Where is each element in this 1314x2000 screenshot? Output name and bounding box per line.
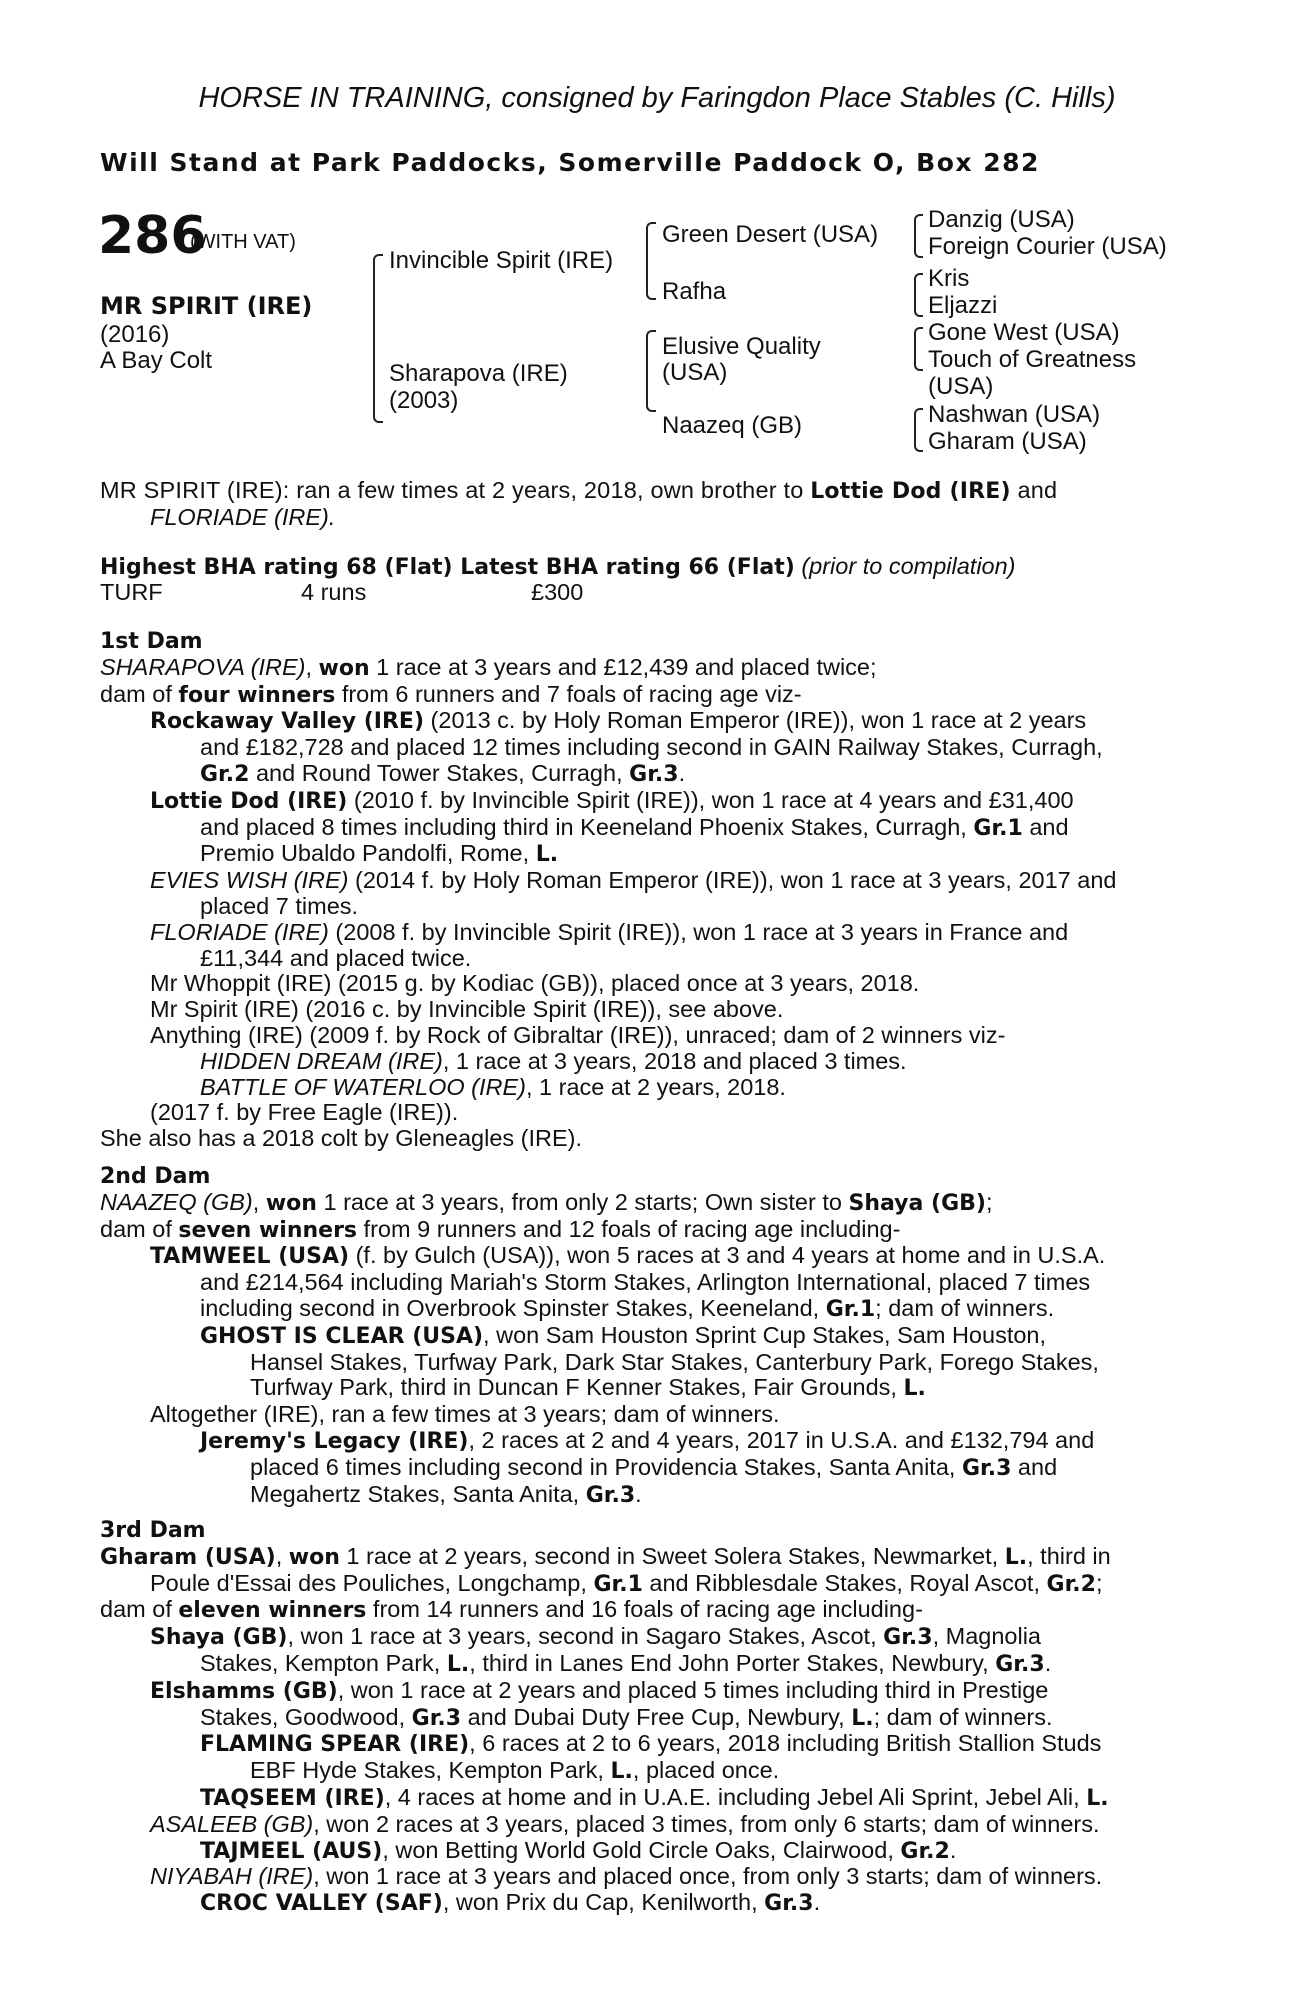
rating-text: Highest BHA rating 68 (Flat) Latest BHA rating 66 (Flat) xyxy=(100,555,795,580)
grade: L. xyxy=(610,1759,633,1785)
text: , 1 race at 3 years, 2018 and placed 3 times. xyxy=(442,1047,907,1074)
progeny-line: and £182,728 and placed 12 times including second in GAIN Railway Stakes, Curragh, xyxy=(200,734,1103,761)
progeny-line xyxy=(100,1455,1210,1482)
grade: Gr.2 xyxy=(900,1838,950,1864)
text: from 14 runners and 16 foals of racing age including- xyxy=(366,1596,923,1623)
progeny-line xyxy=(100,1375,1210,1402)
text: including second in Overbrook Spinster Stakes, Keeneland, xyxy=(200,1294,826,1321)
progeny-name: CROC VALLEY (SAF) xyxy=(200,1891,443,1917)
grade: Gr.1 xyxy=(973,815,1023,841)
pedigree-dsd: Touch of Greatness xyxy=(928,346,1137,373)
progeny-name: Elshamms (GB) xyxy=(150,1678,338,1704)
dam-line xyxy=(100,1544,1210,1571)
text: from 9 runners and 12 foals of racing age including- xyxy=(357,1215,901,1242)
grade: Gr.3 xyxy=(585,1482,636,1508)
vat-label: (WITH VAT) xyxy=(190,231,296,253)
progeny-line xyxy=(100,1812,1210,1838)
text: and Round Tower Stakes, Curragh, xyxy=(249,759,630,786)
text: and xyxy=(1011,1453,1058,1480)
dam-line xyxy=(100,682,1210,709)
won-label: won xyxy=(265,1190,317,1216)
won-label: won xyxy=(288,1544,340,1570)
progeny-name: TAJMEEL (AUS) xyxy=(200,1838,383,1864)
progeny-line xyxy=(100,708,1210,735)
earnings: £300 xyxy=(531,579,584,605)
progeny-name: Lottie Dod (IRE) xyxy=(150,788,348,814)
surface-label: TURF xyxy=(100,579,163,605)
progeny-name: GHOST IS CLEAR (USA) xyxy=(200,1323,484,1349)
progeny-name: FLORIADE (IRE) xyxy=(150,918,329,945)
winners-count: seven winners xyxy=(178,1217,358,1243)
text: and placed 8 times including third in Keeneland Phoenix Stakes, Curragh, xyxy=(200,813,974,840)
progeny-line xyxy=(100,1731,1210,1758)
text: , won Sam Houston Sprint Cup Stakes, Sam Houston, xyxy=(483,1321,1047,1348)
sibling-name: Lottie Dod (IRE) xyxy=(810,479,1011,504)
section-title: 1st Dam xyxy=(100,629,203,654)
pedigree-brace xyxy=(914,214,923,258)
text: ; xyxy=(1095,1569,1103,1596)
progeny-line xyxy=(100,1323,1210,1350)
progeny-line xyxy=(100,1758,1210,1785)
text: dam of xyxy=(100,680,179,707)
progeny-name: HIDDEN DREAM (IRE) xyxy=(200,1047,443,1074)
pedigree-dam-sire: Elusive Quality xyxy=(662,333,821,360)
progeny-line: placed 7 times. xyxy=(200,892,359,919)
pedigree-dam-sire-origin: (USA) xyxy=(662,359,728,386)
rating-note: (prior to compilation) xyxy=(794,553,1016,579)
runs-count: 4 runs xyxy=(301,579,367,605)
stand-location: Will Stand at Park Paddocks, Somerville Paddock O, Box 282 xyxy=(100,148,1040,177)
text: 1 race at 2 years, second in Sweet Solera Stakes, Newmarket, xyxy=(339,1542,1005,1569)
text: (2008 f. by Invincible Spirit (IRE)), won 1 race at 3 years in France and xyxy=(328,918,1069,945)
grade: Gr.3 xyxy=(995,1651,1045,1677)
pedigree-dsd-origin: (USA) xyxy=(928,373,994,400)
text: . xyxy=(813,1889,821,1916)
progeny-line xyxy=(100,1705,1210,1732)
intro-line xyxy=(100,478,1210,505)
progeny-line xyxy=(100,868,1210,894)
pedigree-sire: Invincible Spirit (IRE) xyxy=(389,247,614,274)
dam-name: Gharam (USA) xyxy=(100,1544,276,1570)
lot-number: 286 xyxy=(98,206,207,266)
text: dam of xyxy=(100,1215,179,1242)
progeny-line: She also has a 2018 colt by Gleneagles (IRE). xyxy=(100,1125,583,1152)
progeny-line xyxy=(100,1296,1210,1323)
pedigree-brace xyxy=(914,273,923,317)
horse-year: (2016) xyxy=(100,321,170,348)
progeny-name: NIYABAH (IRE) xyxy=(150,1863,314,1890)
progeny-line xyxy=(100,1624,1210,1651)
text: , won 1 race at 3 years, second in Sagaro Stakes, Ascot, xyxy=(287,1623,884,1650)
text: ; dam of winners. xyxy=(873,1703,1053,1730)
progeny-line xyxy=(100,1651,1210,1678)
text: (f. by Gulch (USA)), won 5 races at 3 and 4 years at home and in U.S.A. xyxy=(349,1242,1106,1269)
progeny-name: Jeremy's Legacy (IRE) xyxy=(200,1428,469,1454)
text: , xyxy=(252,1188,266,1215)
pedigree-brace xyxy=(914,408,923,452)
progeny-line xyxy=(100,1482,1210,1509)
text: , third in Lanes End John Porter Stakes, Newbury, xyxy=(469,1649,996,1676)
pedigree-ssd: Foreign Courier (USA) xyxy=(928,233,1167,260)
text: , 6 races at 2 to 6 years, 2018 including British Stallion Studs xyxy=(469,1730,1102,1757)
section-title: 2nd Dam xyxy=(100,1164,211,1189)
won-label: won xyxy=(318,655,370,681)
progeny-line xyxy=(100,1428,1210,1455)
rating-block xyxy=(100,554,1210,581)
text: , 1 race at 2 years, 2018. xyxy=(526,1073,786,1100)
text: Premio Ubaldo Pandolfi, Rome, xyxy=(200,840,536,867)
grade: Gr.2 xyxy=(1046,1571,1096,1597)
progeny-name: TAQSEEM (IRE) xyxy=(200,1785,385,1811)
intro-paragraph xyxy=(100,478,1210,531)
pedigree-sire-dam: Rafha xyxy=(662,278,727,305)
progeny-line xyxy=(100,1243,1210,1270)
dam-line xyxy=(100,1217,1210,1244)
progeny-line: Anything (IRE) (2009 f. by Rock of Gibraltar (IRE)), unraced; dam of 2 winners viz- xyxy=(150,1021,1006,1048)
pedigree-sds: Kris xyxy=(928,265,970,292)
first-dam-section xyxy=(100,629,1210,1152)
text: and xyxy=(1022,813,1069,840)
text: EBF Hyde Stakes, Kempton Park, xyxy=(250,1757,611,1784)
pedigree-dam-dam: Naazeq (GB) xyxy=(662,412,803,439)
progeny-name: BATTLE OF WATERLOO (IRE) xyxy=(200,1073,526,1100)
dam-name: NAAZEQ (GB) xyxy=(100,1188,253,1215)
text: 1 race at 3 years and £12,439 and placed twice; xyxy=(369,653,877,680)
progeny-line xyxy=(100,1890,1210,1917)
pedigree-brace xyxy=(646,222,656,300)
progeny-line xyxy=(100,1785,1210,1812)
text: , xyxy=(305,653,319,680)
progeny-line xyxy=(100,1864,1210,1890)
text: , 2 races at 2 and 4 years, 2017 in U.S.A. and £132,794 and xyxy=(468,1426,1095,1453)
text: Poule d'Essai des Pouliches, Longchamp, xyxy=(150,1569,594,1596)
horse-description: A Bay Colt xyxy=(100,347,213,374)
progeny-line: and £214,564 including Mariah's Storm Stakes, Arlington International, placed 7 times xyxy=(200,1269,1091,1296)
pedigree-dam: Sharapova (IRE) xyxy=(389,360,568,387)
grade: L. xyxy=(1086,1785,1109,1811)
dam-line xyxy=(100,1571,1210,1598)
progeny-name: ASALEEB (GB) xyxy=(150,1810,314,1837)
progeny-line xyxy=(100,841,1210,868)
second-dam-section xyxy=(100,1164,1210,1508)
winners-count: four winners xyxy=(178,682,336,708)
progeny-line: Mr Whoppit (IRE) (2015 g. by Kodiac (GB)), placed once at 3 years, 2018. xyxy=(150,970,920,997)
grade: Gr.3 xyxy=(883,1625,933,1651)
text: , 4 races at home and in U.A.E. including Jebel Ali Sprint, Jebel Ali, xyxy=(384,1783,1087,1810)
text: , won Betting World Gold Circle Oaks, Clairwood, xyxy=(382,1836,901,1863)
text: . xyxy=(678,759,686,786)
text: . xyxy=(635,1480,642,1507)
third-dam-section xyxy=(100,1518,1210,1917)
progeny-line: Mr Spirit (IRE) (2016 c. by Invincible Spirit (IRE)), see above. xyxy=(150,996,784,1023)
text: Stakes, Goodwood, xyxy=(200,1703,412,1730)
grade: Gr.3 xyxy=(411,1705,462,1731)
progeny-line xyxy=(100,1678,1210,1705)
progeny-line xyxy=(100,1049,1210,1075)
grade: Gr.3 xyxy=(629,761,679,787)
intro-line: FLORIADE (IRE). xyxy=(150,503,336,530)
pedigree-dss: Gone West (USA) xyxy=(928,319,1120,346)
text: Stakes, Kempton Park, xyxy=(200,1649,447,1676)
text: (2014 f. by Holy Roman Emperor (IRE)), won 1 race at 3 years, 2017 and xyxy=(348,867,1117,894)
progeny-line: £11,344 and placed twice. xyxy=(200,944,472,971)
grade: L. xyxy=(851,1705,874,1731)
progeny-name: FLAMING SPEAR (IRE) xyxy=(200,1732,470,1758)
progeny-line xyxy=(100,761,1210,788)
text: , placed once. xyxy=(632,1757,780,1784)
winners-count: eleven winners xyxy=(178,1598,367,1624)
pedigree-brace xyxy=(646,330,656,412)
progeny-line: Altogether (IRE), ran a few times at 3 years; dam of winners. xyxy=(150,1401,780,1428)
page-header: HORSE IN TRAINING, consigned by Faringdon Place Stables (C. Hills) xyxy=(198,82,1116,114)
rating-line xyxy=(100,554,1210,581)
progeny-line xyxy=(100,920,1210,946)
text: ; dam of winners. xyxy=(875,1294,1055,1321)
progeny-line xyxy=(100,815,1210,842)
grade: L. xyxy=(535,842,559,868)
pedigree-dds: Nashwan (USA) xyxy=(928,401,1101,428)
text: , third in xyxy=(1027,1542,1111,1569)
intro-text: and xyxy=(1010,477,1058,503)
progeny-line xyxy=(100,1838,1210,1865)
text: , won 2 races at 3 years, placed 3 times, from only 6 starts; dam of winners. xyxy=(313,1810,1100,1837)
text: , xyxy=(275,1542,289,1569)
dam-line xyxy=(100,1597,1210,1624)
progeny-line xyxy=(100,1075,1210,1101)
progeny-line: Hansel Stakes, Turfway Park, Dark Star Stakes, Canterbury Park, Forego Stakes, xyxy=(250,1348,1099,1375)
pedigree-sdd: Eljazzi xyxy=(928,292,998,319)
text: and Ribblesdale Stakes, Royal Ascot, xyxy=(642,1569,1047,1596)
text: from 6 runners and 7 foals of racing age viz- xyxy=(335,680,802,707)
progeny-name: TAMWEEL (USA) xyxy=(150,1244,350,1270)
progeny-name: Shaya (GB) xyxy=(150,1625,288,1651)
dam-line xyxy=(100,1190,1210,1217)
text: , won 1 race at 3 years and placed once, from only 3 starts; dam of winners. xyxy=(313,1863,1103,1890)
text: , won 1 race at 2 years and placed 5 times including third in Prestige xyxy=(337,1676,1049,1703)
text: , won Prix du Cap, Kenilworth, xyxy=(442,1889,765,1916)
grade: L. xyxy=(1004,1544,1028,1570)
pedigree-dam-year: (2003) xyxy=(389,387,459,414)
progeny-line xyxy=(100,788,1210,815)
horse-name: MR SPIRIT (IRE) xyxy=(100,292,313,320)
intro-text: MR SPIRIT (IRE): ran a few times at 2 years, 2018, own brother to xyxy=(100,477,811,503)
text: , Magnolia xyxy=(932,1623,1042,1650)
grade: Gr.2 xyxy=(200,761,250,787)
dam-line xyxy=(100,655,1210,682)
grade: Gr.1 xyxy=(593,1571,643,1597)
section-title: 3rd Dam xyxy=(100,1518,206,1543)
pedigree-sire-sire: Green Desert (USA) xyxy=(662,221,879,248)
dam-name: SHARAPOVA (IRE) xyxy=(100,653,306,680)
grade: L. xyxy=(903,1376,926,1402)
text: dam of xyxy=(100,1596,179,1623)
grade: L. xyxy=(446,1651,470,1677)
text: and Dubai Duty Free Cup, Newbury, xyxy=(461,1703,852,1730)
text: 1 race at 3 years, from only 2 starts; Own sister to xyxy=(316,1188,849,1215)
progeny-name: Rockaway Valley (IRE) xyxy=(150,709,425,735)
pedigree-ddd: Gharam (USA) xyxy=(928,428,1087,455)
pedigree-sss: Danzig (USA) xyxy=(928,206,1075,233)
grade: Gr.3 xyxy=(764,1891,814,1917)
text: ; xyxy=(985,1188,993,1215)
progeny-line: (2017 f. by Free Eagle (IRE)). xyxy=(150,1099,459,1126)
progeny-name: EVIES WISH (IRE) xyxy=(150,867,349,894)
text: Turfway Park, third in Duncan F Kenner Stakes, Fair Grounds, xyxy=(250,1374,904,1401)
sibling-name: Shaya (GB) xyxy=(848,1190,986,1216)
text: (2010 f. by Invincible Spirit (IRE)), won 1 race at 4 years and £31,400 xyxy=(347,786,1074,813)
grade: Gr.3 xyxy=(961,1455,1012,1481)
pedigree-brace xyxy=(373,254,383,423)
pedigree-brace xyxy=(914,327,923,371)
text: . xyxy=(1044,1649,1052,1676)
text: placed 6 times including second in Providencia Stakes, Santa Anita, xyxy=(250,1453,962,1480)
text: (2013 c. by Holy Roman Emperor (IRE)), won 1 race at 2 years xyxy=(424,707,1087,734)
text: Megahertz Stakes, Santa Anita, xyxy=(250,1480,586,1507)
text: . xyxy=(949,1836,957,1863)
grade: Gr.1 xyxy=(825,1296,876,1322)
